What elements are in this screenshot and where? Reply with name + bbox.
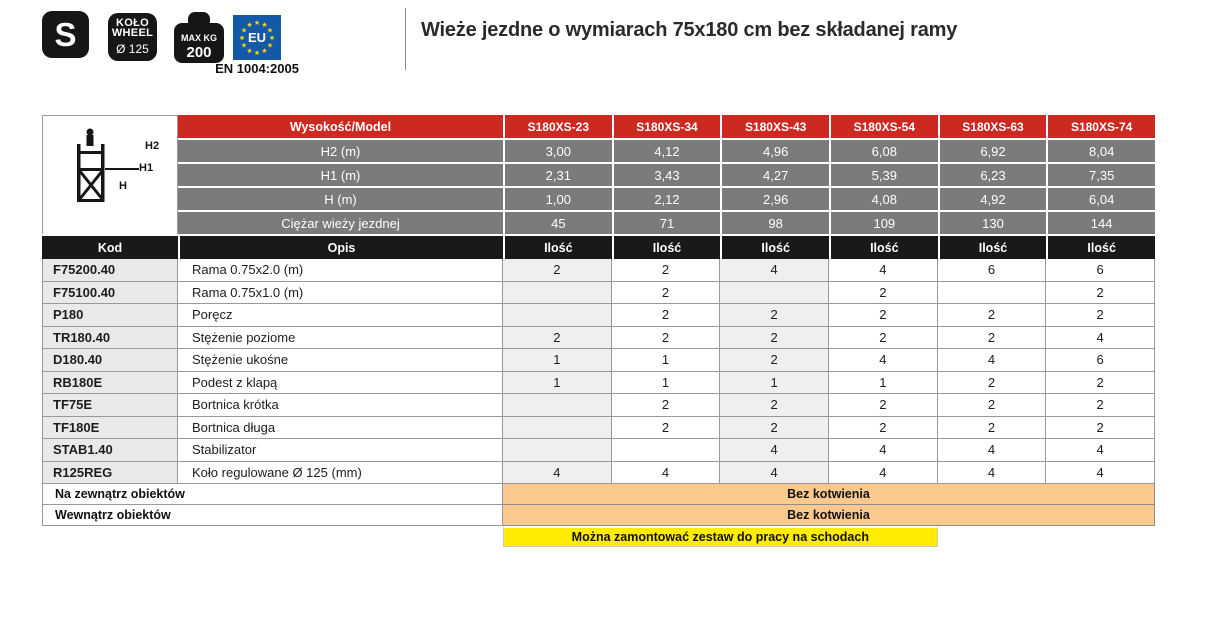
spec-value: 144 [1046, 210, 1155, 234]
part-qty: 4 [938, 349, 1047, 372]
spec-row-label: H (m) [178, 186, 503, 210]
spec-value: 45 [503, 210, 612, 234]
spec-value: 8,04 [1046, 138, 1155, 162]
part-code: F75200.40 [42, 259, 178, 282]
part-qty: 4 [1046, 327, 1155, 350]
part-qty: 2 [938, 372, 1047, 395]
parts-header-qty: Ilość [503, 234, 612, 259]
spec-value: 4,92 [938, 186, 1047, 210]
part-qty [503, 439, 612, 462]
part-qty: 2 [1046, 282, 1155, 305]
spec-value: 109 [829, 210, 938, 234]
svg-text:★: ★ [266, 26, 274, 35]
svg-text:★: ★ [268, 34, 276, 42]
spec-value: 6,92 [938, 138, 1047, 162]
spec-value: 130 [938, 210, 1047, 234]
parts-header-qty: Ilość [938, 234, 1047, 259]
spec-value: 5,39 [829, 162, 938, 186]
part-qty: 2 [938, 327, 1047, 350]
part-qty: 4 [829, 259, 938, 282]
spec-value: 2,12 [612, 186, 721, 210]
parts-header-code: Kod [42, 234, 178, 259]
spec-row-label: Ciężar wieży jezdnej [178, 210, 503, 234]
model-header: S180XS-23 [503, 115, 612, 138]
parts-header-qty: Ilość [1046, 234, 1155, 259]
part-qty: 2 [938, 394, 1047, 417]
part-description: Stabilizator [178, 439, 503, 462]
svg-text:★: ★ [240, 41, 248, 50]
wheel-badge-line2: WHEEL [111, 27, 154, 39]
svg-text:★: ★ [266, 41, 274, 50]
part-qty: 2 [720, 304, 829, 327]
part-qty: 2 [1046, 394, 1155, 417]
spec-value: 4,27 [720, 162, 829, 186]
svg-text:★: ★ [253, 19, 261, 27]
model-header: S180XS-34 [612, 115, 721, 138]
part-qty: 4 [720, 439, 829, 462]
spec-value: 4,12 [612, 138, 721, 162]
spec-value: 1,00 [503, 186, 612, 210]
part-qty: 4 [1046, 439, 1155, 462]
spec-value: 6,23 [938, 162, 1047, 186]
part-qty: 4 [720, 462, 829, 485]
part-code: F75100.40 [42, 282, 178, 305]
standard-label: EN 1004:2005 [215, 61, 299, 76]
part-qty: 2 [612, 327, 721, 350]
part-qty: 6 [1046, 259, 1155, 282]
parts-header-qty: Ilość [612, 234, 721, 259]
part-qty [938, 282, 1047, 305]
model-header: S180XS-74 [1046, 115, 1155, 138]
part-qty: 2 [503, 327, 612, 350]
spec-value: 71 [612, 210, 721, 234]
spec-value: 2,31 [503, 162, 612, 186]
parts-header-description: Opis [178, 234, 503, 259]
part-qty: 4 [829, 439, 938, 462]
diagram-label-h2: H2 [145, 140, 160, 152]
part-qty [503, 417, 612, 440]
wheel-badge-line1: KOŁO [116, 17, 149, 29]
part-code: P180 [42, 304, 178, 327]
spec-value: 4,08 [829, 186, 938, 210]
eu-label: EU [247, 30, 267, 45]
part-qty: 1 [612, 372, 721, 395]
part-qty: 2 [1046, 304, 1155, 327]
part-qty: 2 [720, 327, 829, 350]
outside-buildings-label: Na zewnątrz obiektów [42, 484, 503, 505]
part-code: R125REG [42, 462, 178, 485]
brand-s-letter: S [54, 15, 77, 53]
part-qty: 2 [829, 304, 938, 327]
svg-text:★: ★ [246, 47, 253, 55]
part-description: Rama 0.75x1.0 (m) [178, 282, 503, 305]
inside-buildings-label: Wewnątrz obiektów [42, 505, 503, 526]
svg-text:★: ★ [253, 49, 261, 57]
svg-text:★: ★ [261, 47, 268, 55]
part-code: TR180.40 [42, 327, 178, 350]
spec-value: 6,04 [1046, 186, 1155, 210]
part-qty: 1 [612, 349, 721, 372]
part-qty: 4 [503, 462, 612, 485]
inside-anchoring-value: Bez kotwienia [503, 505, 1155, 526]
part-qty: 1 [829, 372, 938, 395]
spec-value: 7,35 [1046, 162, 1155, 186]
part-qty: 2 [612, 304, 721, 327]
part-description: Stężenie ukośne [178, 349, 503, 372]
spec-value: 2,96 [720, 186, 829, 210]
diagram-label-h1: H1 [139, 162, 154, 174]
part-qty: 4 [720, 259, 829, 282]
tower-diagram [42, 115, 178, 234]
part-qty: 2 [612, 259, 721, 282]
part-code: TF75E [42, 394, 178, 417]
spec-header: Wysokość/Model [178, 115, 503, 138]
max-kg-value: 200 [186, 44, 212, 61]
svg-text:★: ★ [240, 26, 248, 35]
tower-icon [49, 120, 169, 232]
part-qty: 2 [829, 417, 938, 440]
part-qty: 6 [1046, 349, 1155, 372]
part-qty: 2 [720, 394, 829, 417]
part-qty: 1 [720, 372, 829, 395]
parts-header-qty: Ilość [829, 234, 938, 259]
svg-text:★: ★ [261, 21, 268, 29]
part-qty: 4 [829, 462, 938, 485]
part-description: Podest z klapą [178, 372, 503, 395]
part-qty: 4 [938, 462, 1047, 485]
part-description: Poręcz [178, 304, 503, 327]
part-code: STAB1.40 [42, 439, 178, 462]
spec-value: 3,43 [612, 162, 721, 186]
spec-value: 4,96 [720, 138, 829, 162]
eu-flag-icon [233, 15, 281, 65]
spec-value: 6,08 [829, 138, 938, 162]
parts-header-qty: Ilość [720, 234, 829, 259]
part-qty [612, 439, 721, 462]
part-code: D180.40 [42, 349, 178, 372]
page-title: Wieże jezdne o wymiarach 75x180 cm bez składanej ramy [421, 19, 958, 41]
part-qty [720, 282, 829, 305]
diagram-label-h: H [119, 180, 127, 192]
part-qty: 2 [829, 327, 938, 350]
part-qty: 2 [503, 259, 612, 282]
part-qty [503, 282, 612, 305]
spec-table [42, 115, 1155, 547]
part-qty: 4 [829, 349, 938, 372]
part-qty: 4 [1046, 462, 1155, 485]
svg-text:★: ★ [246, 21, 253, 29]
model-header: S180XS-43 [720, 115, 829, 138]
part-qty: 2 [829, 394, 938, 417]
part-qty: 6 [938, 259, 1047, 282]
model-header: S180XS-63 [938, 115, 1047, 138]
spec-row-label: H1 (m) [178, 162, 503, 186]
part-qty: 2 [612, 394, 721, 417]
brand-s-badge [42, 11, 89, 58]
part-qty [503, 394, 612, 417]
header-divider [405, 8, 406, 70]
part-code: RB180E [42, 372, 178, 395]
part-qty: 2 [612, 417, 721, 440]
stairs-note: Można zamontować zestaw do pracy na schodach [503, 526, 938, 547]
part-qty: 1 [503, 349, 612, 372]
part-qty: 4 [612, 462, 721, 485]
part-qty: 2 [829, 282, 938, 305]
part-description: Bortnica długa [178, 417, 503, 440]
model-header: S180XS-54 [829, 115, 938, 138]
spec-value: 98 [720, 210, 829, 234]
wheel-badge [108, 13, 157, 61]
part-qty [503, 304, 612, 327]
part-description: Bortnica krótka [178, 394, 503, 417]
part-qty: 4 [938, 439, 1047, 462]
part-qty: 2 [720, 349, 829, 372]
part-qty: 2 [938, 304, 1047, 327]
part-description: Rama 0.75x2.0 (m) [178, 259, 503, 282]
part-qty: 2 [720, 417, 829, 440]
svg-text:★: ★ [238, 34, 246, 42]
part-code: TF180E [42, 417, 178, 440]
part-description: Koło regulowane Ø 125 (mm) [178, 462, 503, 485]
outside-anchoring-value: Bez kotwienia [503, 484, 1155, 505]
part-qty: 2 [612, 282, 721, 305]
spec-row-label: H2 (m) [178, 138, 503, 162]
part-qty: 2 [938, 417, 1047, 440]
part-description: Stężenie poziome [178, 327, 503, 350]
max-kg-label: MAX KG [181, 33, 217, 43]
part-qty: 1 [503, 372, 612, 395]
part-qty: 2 [1046, 417, 1155, 440]
spec-value: 3,00 [503, 138, 612, 162]
part-qty: 2 [1046, 372, 1155, 395]
wheel-diameter-label: Ø 125 [116, 42, 149, 56]
